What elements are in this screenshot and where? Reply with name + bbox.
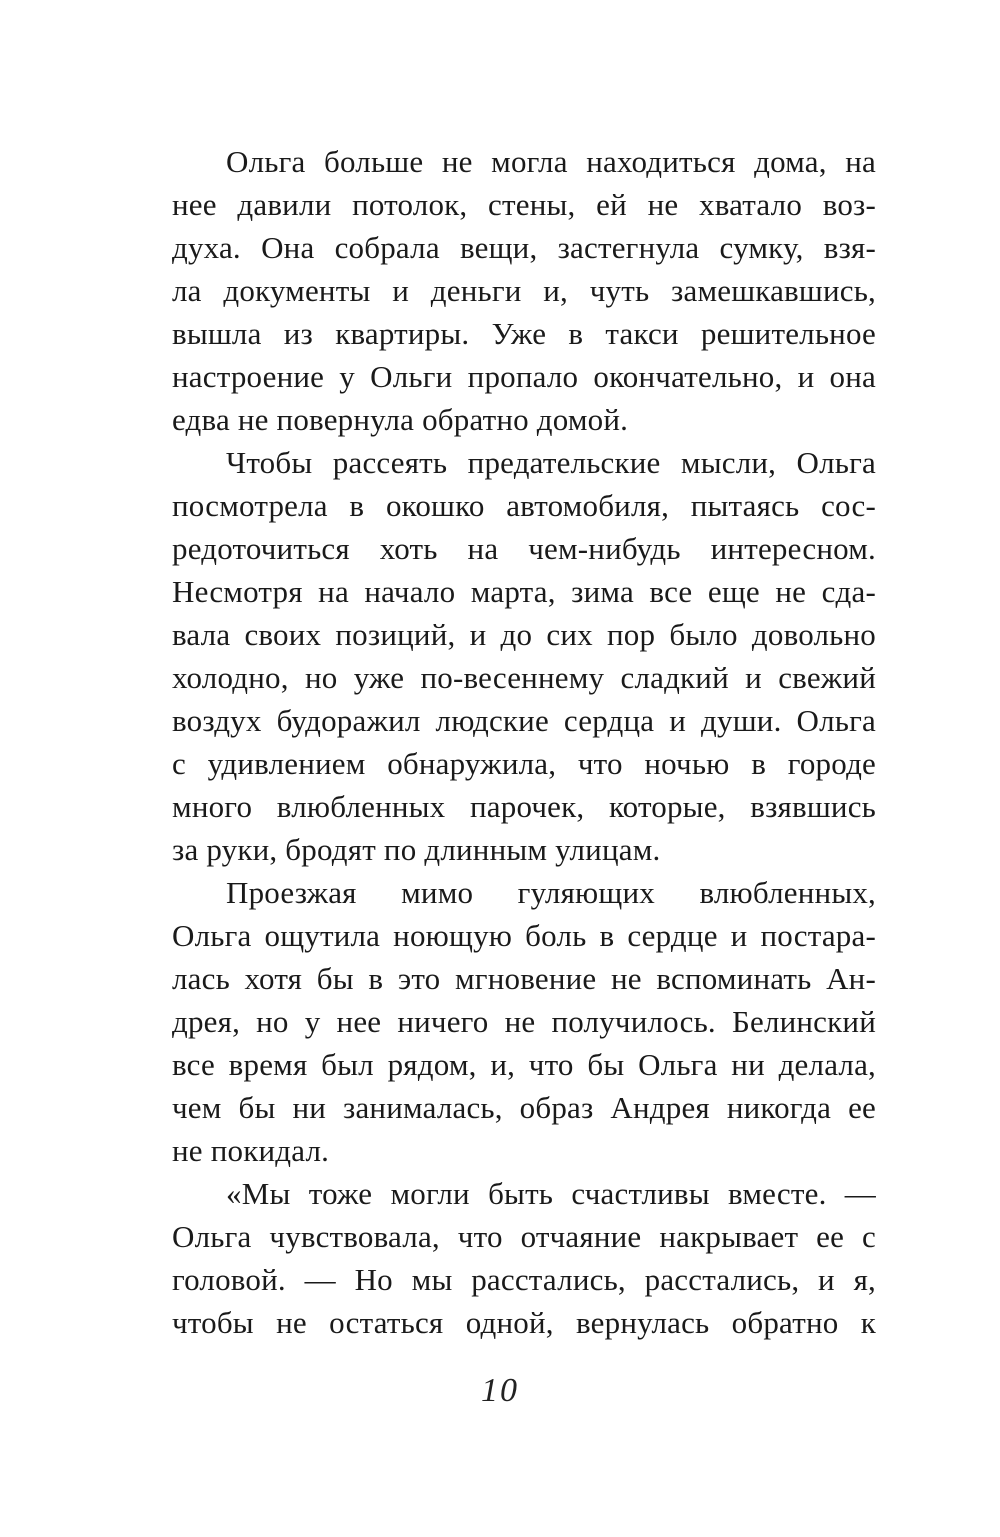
text-line: вала своих позиций, и до сих пор было довольно (172, 617, 876, 652)
paragraph (172, 871, 876, 1172)
text-line: редоточиться хоть на чем-нибудь интересном. (172, 531, 876, 566)
text-line: вышла из квартиры. Уже в такси решительное (172, 316, 876, 351)
text-line: посмотрела в окошко автомобиля, пытаясь сос- (172, 488, 876, 523)
text-line: головой. — Но мы расстались, расстались, и я, (172, 1262, 876, 1297)
text-line: все время был рядом, и, что бы Ольга ни делала, (172, 1047, 876, 1082)
paragraph (172, 140, 876, 441)
text-line: духа. Она собрала вещи, застегнула сумку, взя- (172, 230, 876, 265)
text-line: Несмотря на начало марта, зима все еще не сда- (172, 574, 876, 609)
text-line: чем бы ни занималась, образ Андрея никогда ее (172, 1090, 876, 1125)
text-line: за руки, бродят по длинным улицам. (172, 832, 661, 867)
text-line: много влюбленных парочек, которые, взявшись (172, 789, 876, 824)
text-line: Чтобы рассеять предательские мысли, Ольга (226, 445, 876, 480)
text-line: с удивлением обнаружила, что ночью в городе (172, 746, 876, 781)
text-line: Ольга ощутила ноющую боль в сердце и постара- (172, 918, 876, 953)
text-line: ла документы и деньги и, чуть замешкавшись, (172, 273, 876, 308)
text-line: не покидал. (172, 1133, 330, 1168)
text-line: Проезжая мимо гуляющих влюбленных, (226, 875, 876, 910)
text-line: едва не повернула обратно домой. (172, 402, 629, 437)
page-number: 10 (481, 1372, 519, 1409)
page-text (172, 140, 876, 1344)
text-line: Ольга чувствовала, что отчаяние накрывает ее с (172, 1219, 876, 1254)
text-line: нее давили потолок, стены, ей не хватало воз- (172, 187, 876, 222)
text-line: воздух будоражил людские сердца и души. Ольга (172, 703, 876, 738)
text-line: настроение у Ольги пропало окончательно, и она (172, 359, 876, 394)
text-line: лась хотя бы в это мгновение не вспоминать Ан- (172, 961, 876, 996)
text-line: «Мы тоже могли быть счастливы вместе. — (226, 1176, 876, 1211)
text-line: холодно, но уже по-весеннему сладкий и свежий (172, 660, 876, 695)
paragraph (172, 441, 876, 871)
paragraph (172, 1172, 876, 1344)
text-line: чтобы не остаться одной, вернулась обратно к (172, 1305, 876, 1340)
text-line: Ольга больше не могла находиться дома, на (226, 144, 876, 179)
text-line: дрея, но у нее ничего не получилось. Белинский (172, 1004, 876, 1039)
